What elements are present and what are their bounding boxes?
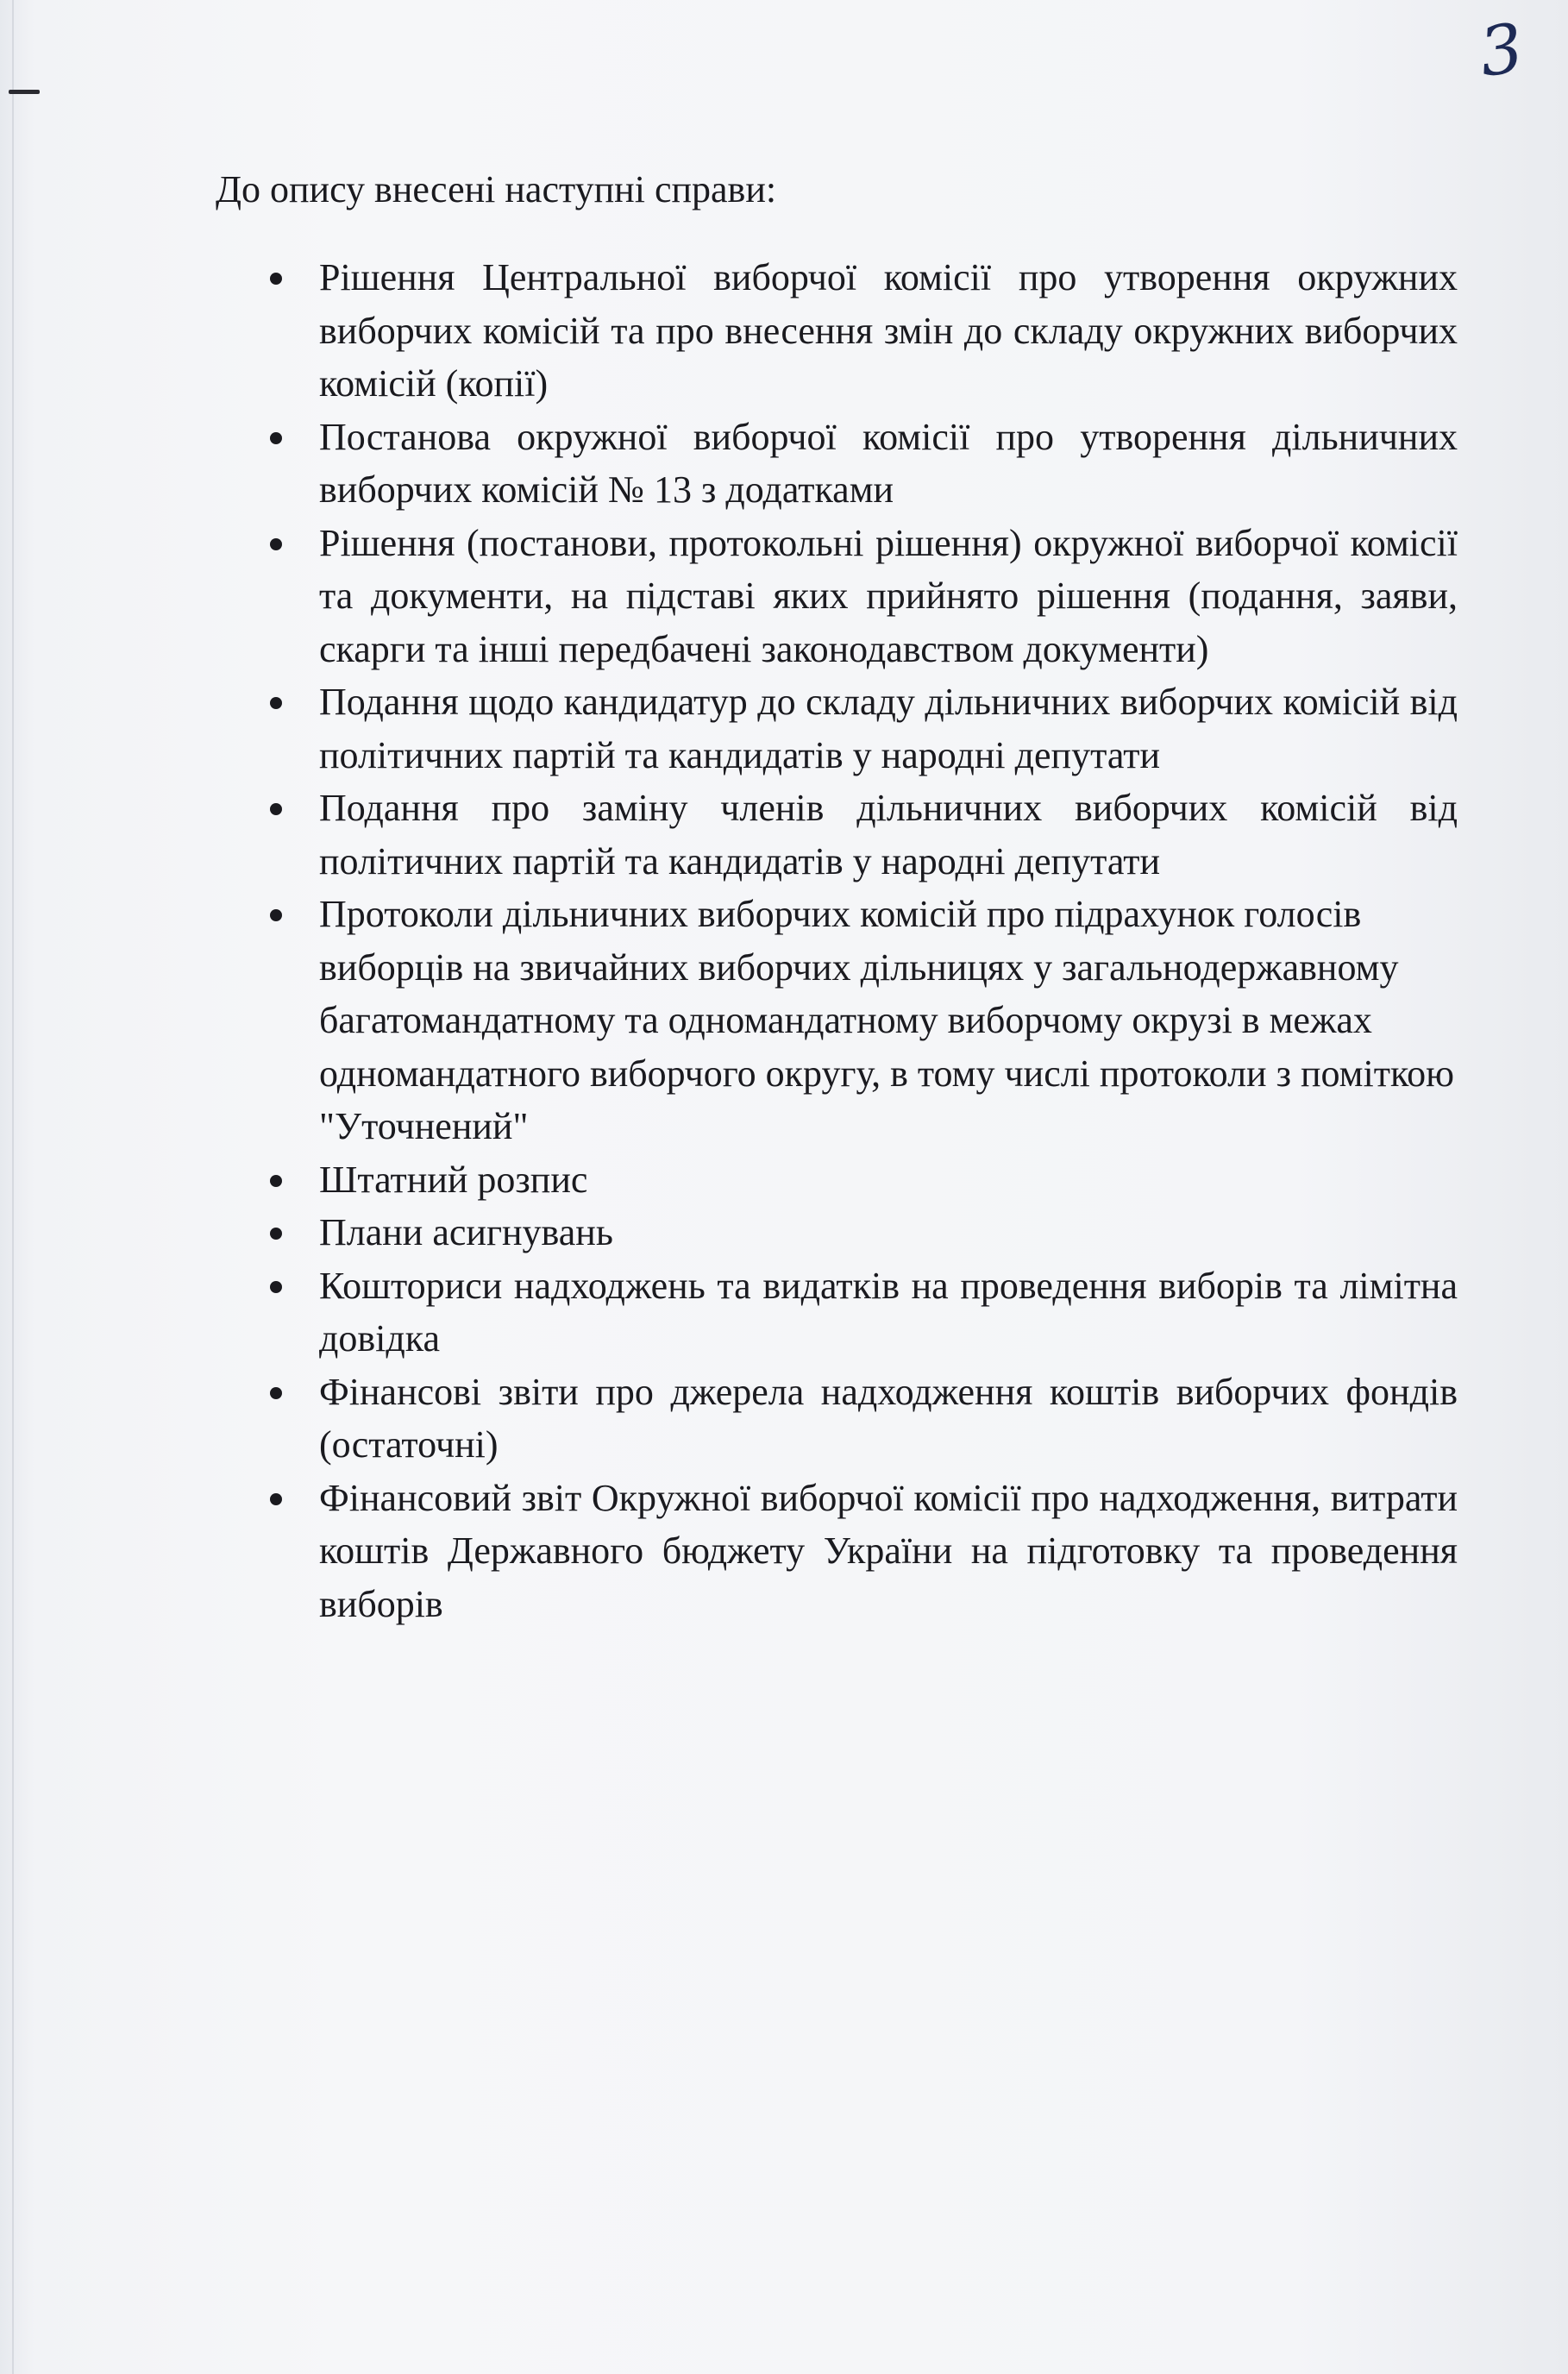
bullet-icon	[270, 1175, 282, 1187]
list-item	[259, 675, 1458, 782]
document-items-list	[259, 251, 1458, 1630]
bullet-icon	[270, 432, 282, 444]
list-item-text: Плани асигнувань	[319, 1211, 613, 1253]
bullet-icon	[270, 1228, 282, 1240]
margin-pen-mark	[9, 90, 40, 94]
bullet-icon	[270, 538, 282, 550]
list-item-text: Фінансові звіти про джерела надходження коштів виборчих фондів (остаточні)	[319, 1370, 1458, 1466]
list-item	[259, 411, 1458, 517]
document-heading: До опису внесені наступні справи:	[216, 168, 777, 210]
handwritten-page-number: 3	[1474, 9, 1528, 93]
list-item-text: Кошториси надходжень та видатків на проведення виборів та лімітна довідка	[319, 1264, 1458, 1360]
list-item	[259, 1153, 1458, 1207]
bullet-icon	[270, 697, 282, 709]
list-item-text: Подання про заміну членів дільничних виборчих комісій від політичних партій та кандидатів у народні депутати	[319, 787, 1458, 882]
page-edge-line	[12, 0, 14, 2374]
bullet-icon	[270, 1281, 282, 1293]
list-item	[259, 782, 1458, 888]
list-item-text: Протоколи дільничних виборчих комісій про підрахунок голосів виборців на звичайних виборчих дільницях у загальнодержавному багатомандатному та одномандатному виборчому окрузі в межах одномандатного виборчого округу, в тому числі протоколи з поміткою "Уточнений"	[319, 893, 1454, 1147]
bullet-icon	[270, 1493, 282, 1505]
list-item	[259, 1206, 1458, 1259]
list-item-text: Фінансовий звіт Окружної виборчої комісії про надходження, витрати коштів Державного бюджету України на підготовку та проведення виборів	[319, 1476, 1458, 1625]
bullet-icon	[270, 909, 282, 921]
bullet-icon	[270, 1387, 282, 1399]
list-item	[259, 1259, 1458, 1366]
list-item	[259, 1472, 1458, 1631]
list-item-text: Рішення (постанови, протокольні рішення) окружної виборчої комісії та документи, на підставі яких прийнято рішення (подання, заяви, скарги та інші передбачені законодавством документи)	[319, 521, 1458, 670]
list-item	[259, 251, 1458, 411]
list-item-text: Постанова окружної виборчої комісії про утворення дільничних виборчих комісій № 13 з додатками	[319, 415, 1458, 511]
list-item-text: Штатний розпис	[319, 1158, 588, 1201]
bullet-icon	[270, 803, 282, 815]
list-item	[259, 517, 1458, 676]
list-item-text: Рішення Центральної виборчої комісії про утворення окружних виборчих комісій та про внесення змін до складу окружних виборчих комісій (копії)	[319, 256, 1458, 405]
list-item	[259, 888, 1458, 1153]
list-item-text: Подання щодо кандидатур до складу дільничних виборчих комісій від політичних партій та кандидатів у народні депутати	[319, 681, 1458, 776]
bullet-icon	[270, 273, 282, 285]
list-item	[259, 1366, 1458, 1472]
